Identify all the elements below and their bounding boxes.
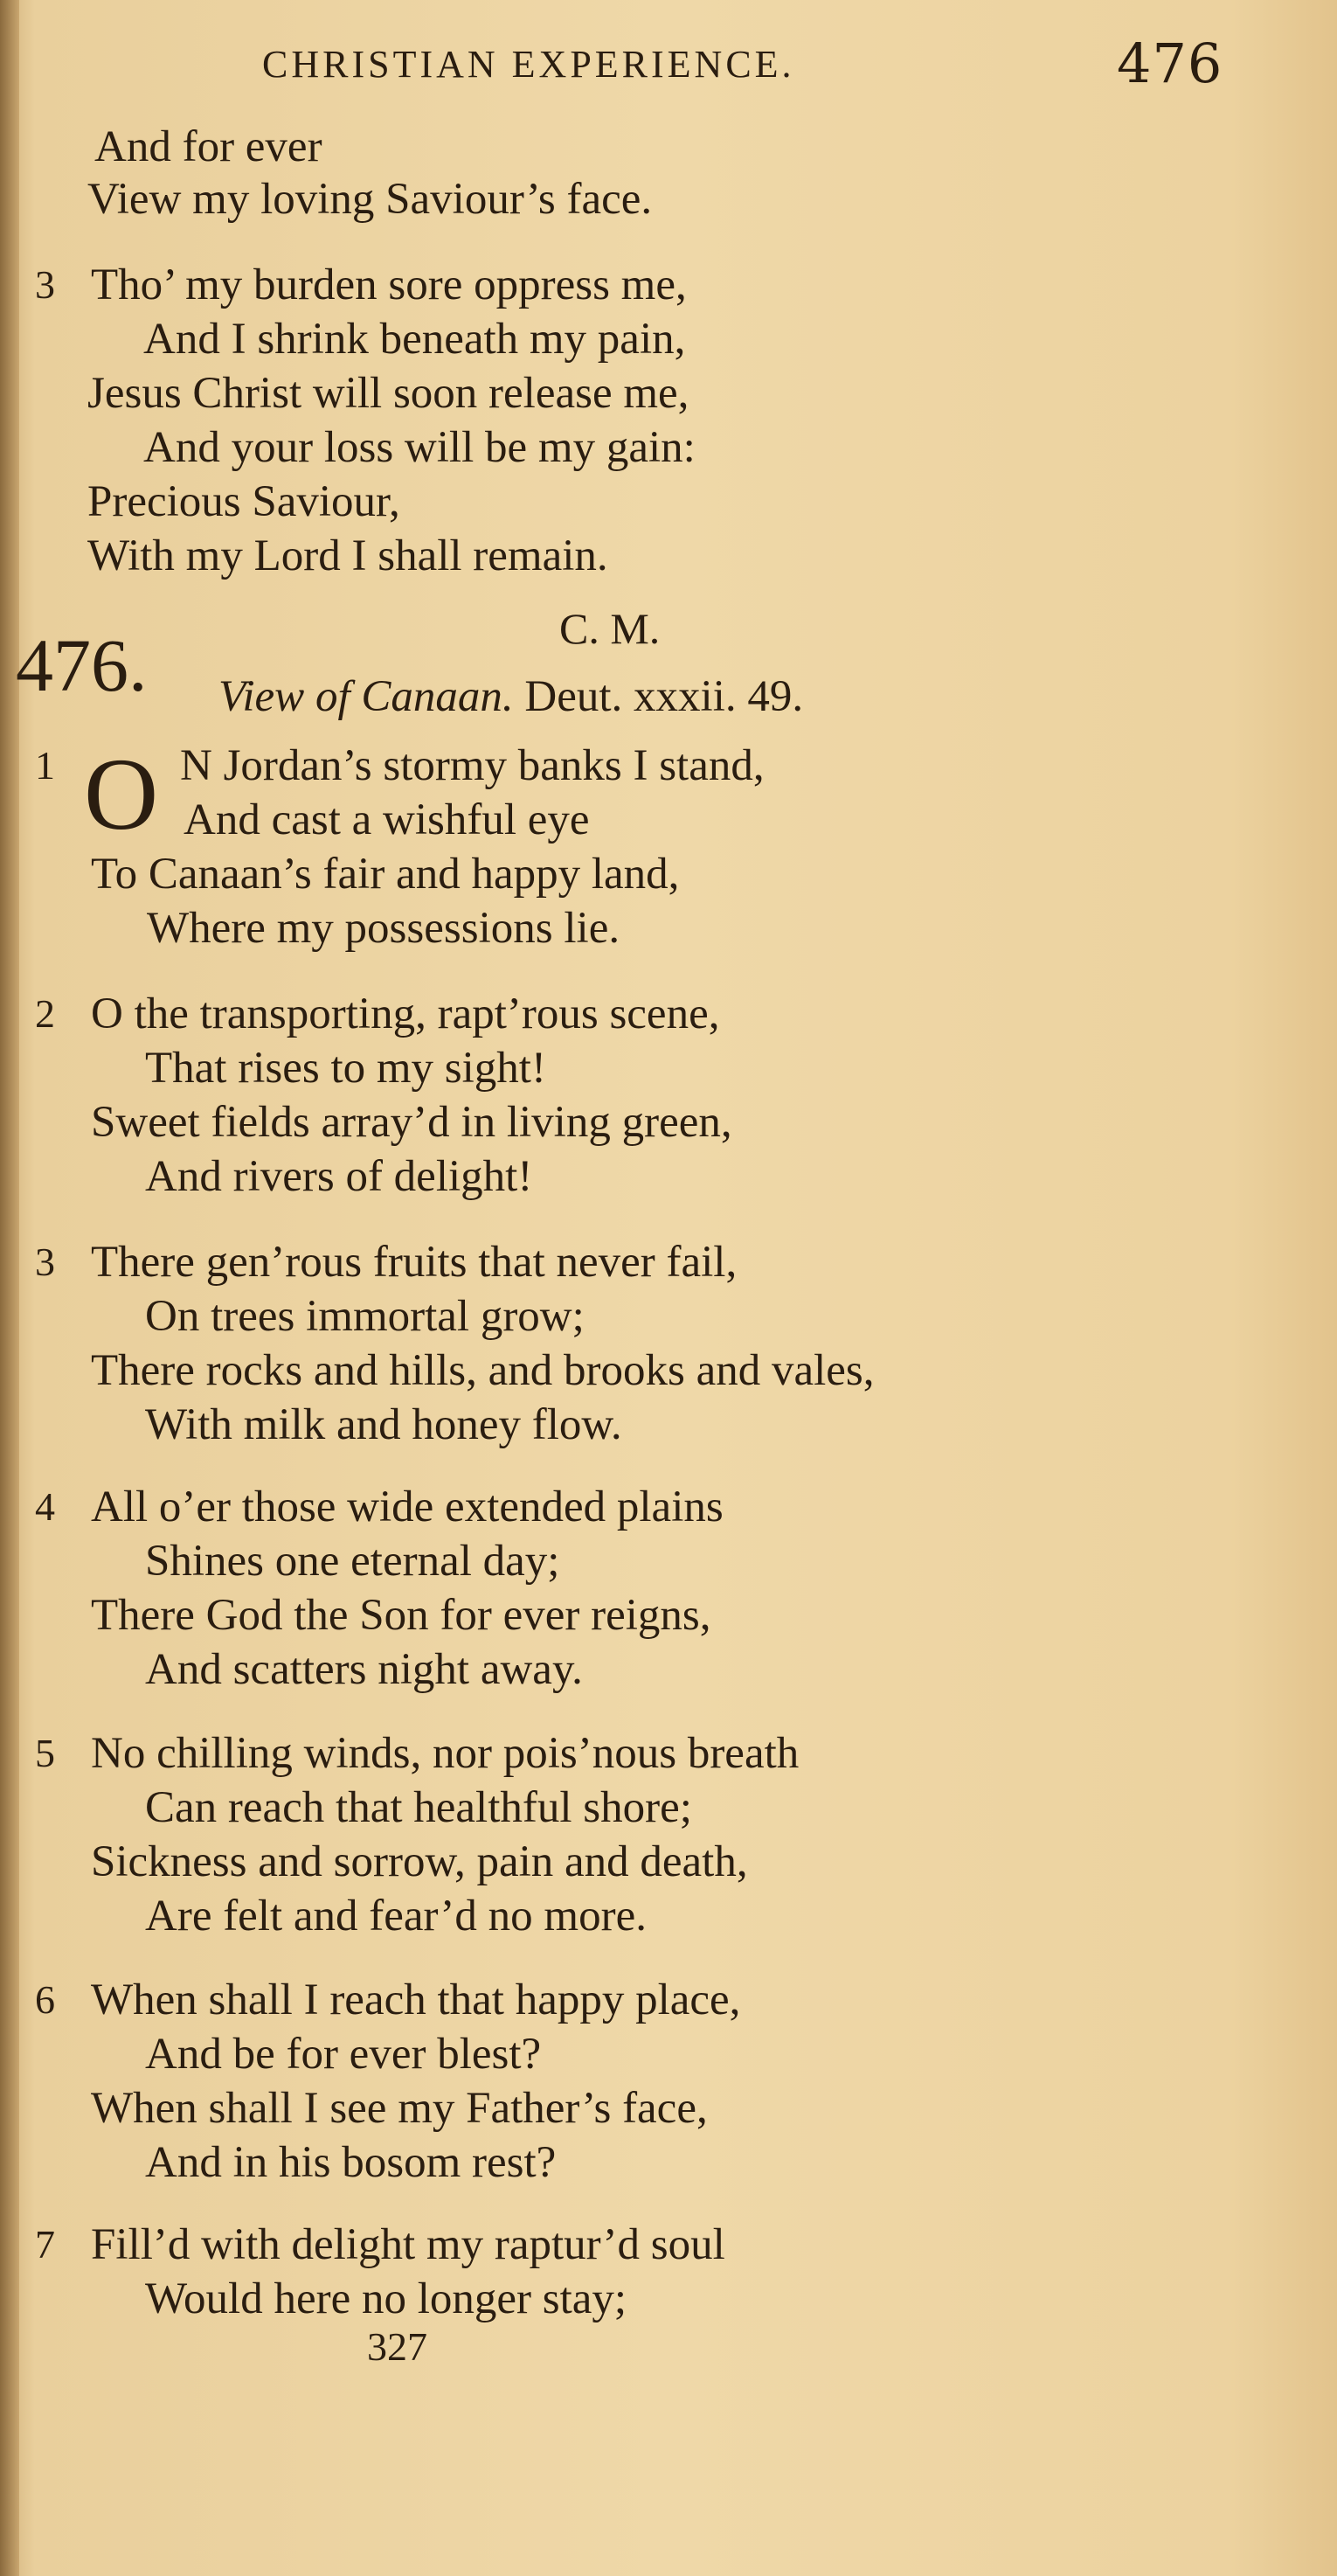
header-hymn-number: 476 (1117, 31, 1223, 95)
stanza-number: 4 (35, 1484, 55, 1529)
verse-line: And rivers of delight! (145, 1152, 533, 1201)
verse-line: No chilling winds, nor pois’nous breath (91, 1729, 800, 1778)
verse-line: All o’er those wide extended plains (91, 1482, 724, 1531)
page-number: 327 (367, 2324, 427, 2369)
hymn-title (218, 671, 803, 722)
stanza-number: 7 (35, 2222, 55, 2267)
verse-line: When shall I see my Father’s face, (91, 2084, 708, 2133)
verse-line: O the transporting, rapt’rous scene, (91, 989, 720, 1038)
running-header (262, 31, 1223, 95)
stanza-number: 3 (35, 1239, 55, 1284)
verse-line: N Jordan’s stormy banks I stand, (180, 741, 765, 790)
verse-line: And scatters night away. (145, 1645, 583, 1694)
verse-line: There rocks and hills, and brooks and vales, (91, 1346, 875, 1395)
verse-line: And be for ever blest? (145, 2030, 542, 2079)
stanza-number: 1 (35, 743, 55, 788)
verse-line: With milk and honey flow. (145, 1400, 622, 1449)
stanza-number: 5 (35, 1731, 55, 1775)
verse-line: Sickness and sorrow, pain and death, (91, 1837, 748, 1886)
verse-line: With my Lord I shall remain. (87, 531, 608, 580)
verse-line: There God the Son for ever reigns, (91, 1591, 711, 1640)
verse-line: And your loss will be my gain: (143, 423, 696, 472)
verse-line: View my loving Saviour’s face. (87, 175, 653, 224)
stanza-number: 2 (35, 991, 55, 1036)
verse-line: And in his bosom rest? (145, 2138, 557, 2187)
verse-line: Jesus Christ will soon release me, (87, 369, 689, 418)
verse-line: Are felt and fear’d no more. (145, 1892, 647, 1941)
hymn-meter: C. M. (559, 604, 661, 653)
verse-line: That rises to my sight! (145, 1044, 546, 1093)
verse-line: And for ever (94, 122, 322, 171)
running-title: CHRISTIAN EXPERIENCE. (262, 43, 795, 86)
verse-line: And cast a wishful eye (184, 795, 590, 844)
scripture-reference: Deut. xxxii. 49. (524, 672, 804, 721)
verse-line: Would here no longer stay; (145, 2274, 627, 2323)
verse-line: To Canaan’s fair and happy land, (91, 850, 680, 899)
stanza-number: 6 (35, 1977, 55, 2022)
verse-line: Tho’ my burden sore oppress me, (91, 260, 687, 309)
page-gutter (0, 0, 19, 2576)
verse-line: And I shrink beneath my pain, (143, 315, 686, 364)
hymn-title-text: View of Canaan. (218, 672, 514, 721)
hymn-number: 476. (16, 623, 148, 707)
verse-line: Fill’d with delight my raptur’d soul (91, 2220, 725, 2269)
verse-line: Can reach that healthful shore; (145, 1783, 692, 1832)
verse-line: There gen’rous fruits that never fail, (91, 1238, 738, 1287)
verse-line: Precious Saviour, (87, 477, 400, 526)
verse-line: Sweet fields array’d in living green, (91, 1098, 732, 1147)
verse-line: On trees immortal grow; (145, 1292, 585, 1341)
verse-line: Shines one eternal day; (145, 1537, 560, 1586)
stanza-number: 3 (35, 262, 55, 307)
drop-cap: O (84, 737, 159, 851)
verse-line: When shall I reach that happy place, (91, 1975, 741, 2024)
verse-line: Where my possessions lie. (147, 904, 620, 953)
